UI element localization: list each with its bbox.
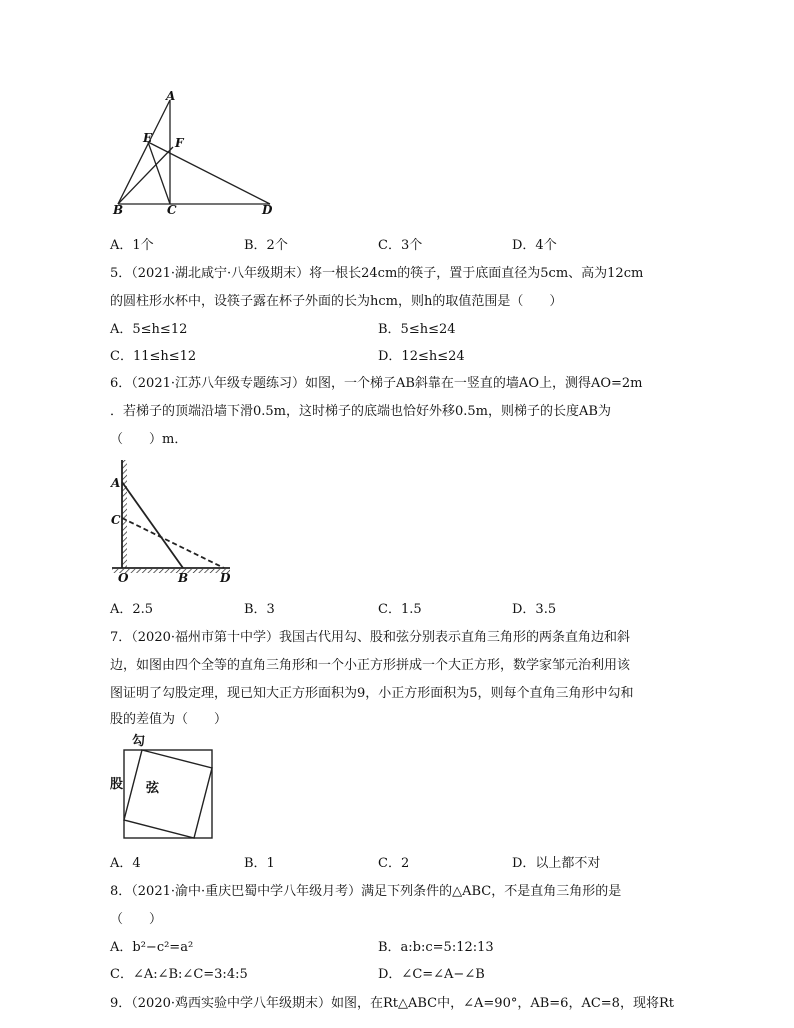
q9-text-line-1: 9．（2020·鸡西实验中学八年级期末）如图，在Rt△ABC中，∠A=90°，AB=6，AC=8，现将Rt xyxy=(110,996,674,1011)
q5-option-a: A．5≤h≤12 xyxy=(110,322,188,337)
ladder-figure-q6 xyxy=(106,456,246,586)
q8-option-a: A．b²−c²=a² xyxy=(110,940,194,955)
q5-option-c: C．11≤h≤12 xyxy=(110,349,197,364)
point-label-e: E xyxy=(143,131,153,145)
q5-option-d: D．12≤h≤24 xyxy=(378,349,465,364)
q6-option-c: C．1.5 xyxy=(378,602,422,617)
q6-text-line-1: 6．（2021·江苏八年级专题练习）如图，一个梯子AB斜靠在一竖直的墙AO上，测得AO=2m xyxy=(110,376,643,391)
label-gou: 勾 xyxy=(132,734,146,749)
point-label-o: O xyxy=(118,571,129,585)
point-label-d: D xyxy=(220,571,231,585)
q5-option-b: B．5≤h≤24 xyxy=(378,322,456,337)
point-label-c: C xyxy=(167,203,177,217)
q7-option-a: A．4 xyxy=(110,856,141,871)
q6-option-d: D．3.5 xyxy=(512,602,557,617)
point-label-f: F xyxy=(175,136,184,150)
label-xian: 弦 xyxy=(146,781,160,796)
q7-text-line-4: 股的差值为（ ） xyxy=(110,712,228,727)
q4-option-a: A．1个 xyxy=(110,238,154,253)
q8-option-d: D．∠C=∠A−∠B xyxy=(378,967,485,982)
point-label-b: B xyxy=(178,571,189,585)
q7-text-line-2: 边，如图由四个全等的直角三角形和一个小正方形拼成一个大正方形，数学家邹元治利用该 xyxy=(110,658,631,673)
q7-option-c: C．2 xyxy=(378,856,410,871)
q8-text-line-2: （ ） xyxy=(110,912,163,927)
q6-option-a: A．2.5 xyxy=(110,602,154,617)
point-label-a: A xyxy=(166,89,176,103)
q6-text-line-2: ．若梯子的顶端沿墙下滑0.5m，这时梯子的底端也恰好外移0.5m，则梯子的长度AB为 xyxy=(110,404,611,419)
q7-text-line-3: 图证明了勾股定理，现已知大正方形面积为9，小正方形面积为5，则每个直角三角形中勾和 xyxy=(110,686,634,701)
q7-option-b: B．1 xyxy=(244,856,275,871)
q8-option-b: B．a:b:c=5:12:13 xyxy=(378,940,494,955)
point-label-d: D xyxy=(262,203,273,217)
label-gu: 股 xyxy=(110,777,124,792)
point-label-b: B xyxy=(113,203,124,217)
point-label-a: A xyxy=(111,476,121,490)
q4-option-d: D．4个 xyxy=(512,238,557,253)
q7-text-line-1: 7．（2020·福州市第十中学）我国古代用勾、股和弦分别表示直角三角形的两条直角边和斜 xyxy=(110,630,630,645)
point-label-c: C xyxy=(111,513,121,527)
q6-text-line-3: （ ）m． xyxy=(110,432,188,447)
q6-option-b: B．3 xyxy=(244,602,275,617)
q4-option-c: C．3个 xyxy=(378,238,423,253)
triangle-figure-q4 xyxy=(110,90,280,220)
square-figure-q7 xyxy=(110,730,220,845)
q8-text-line-1: 8．（2021·渝中·重庆巴蜀中学八年级月考）满足下列条件的△ABC，不是直角三角形的是 xyxy=(110,884,622,899)
q8-option-c: C．∠A:∠B:∠C=3:4:5 xyxy=(110,967,248,982)
q7-option-d: D．以上都不对 xyxy=(512,856,601,871)
q4-option-b: B．2个 xyxy=(244,238,288,253)
q5-text-line-1: 5．（2021·湖北咸宁·八年级期末）将一根长24cm的筷子，置于底面直径为5cm、高为12cm xyxy=(110,266,644,281)
q5-text-line-2: 的圆柱形水杯中，设筷子露在杯子外面的长为hcm，则h的取值范围是（ ） xyxy=(110,294,563,309)
